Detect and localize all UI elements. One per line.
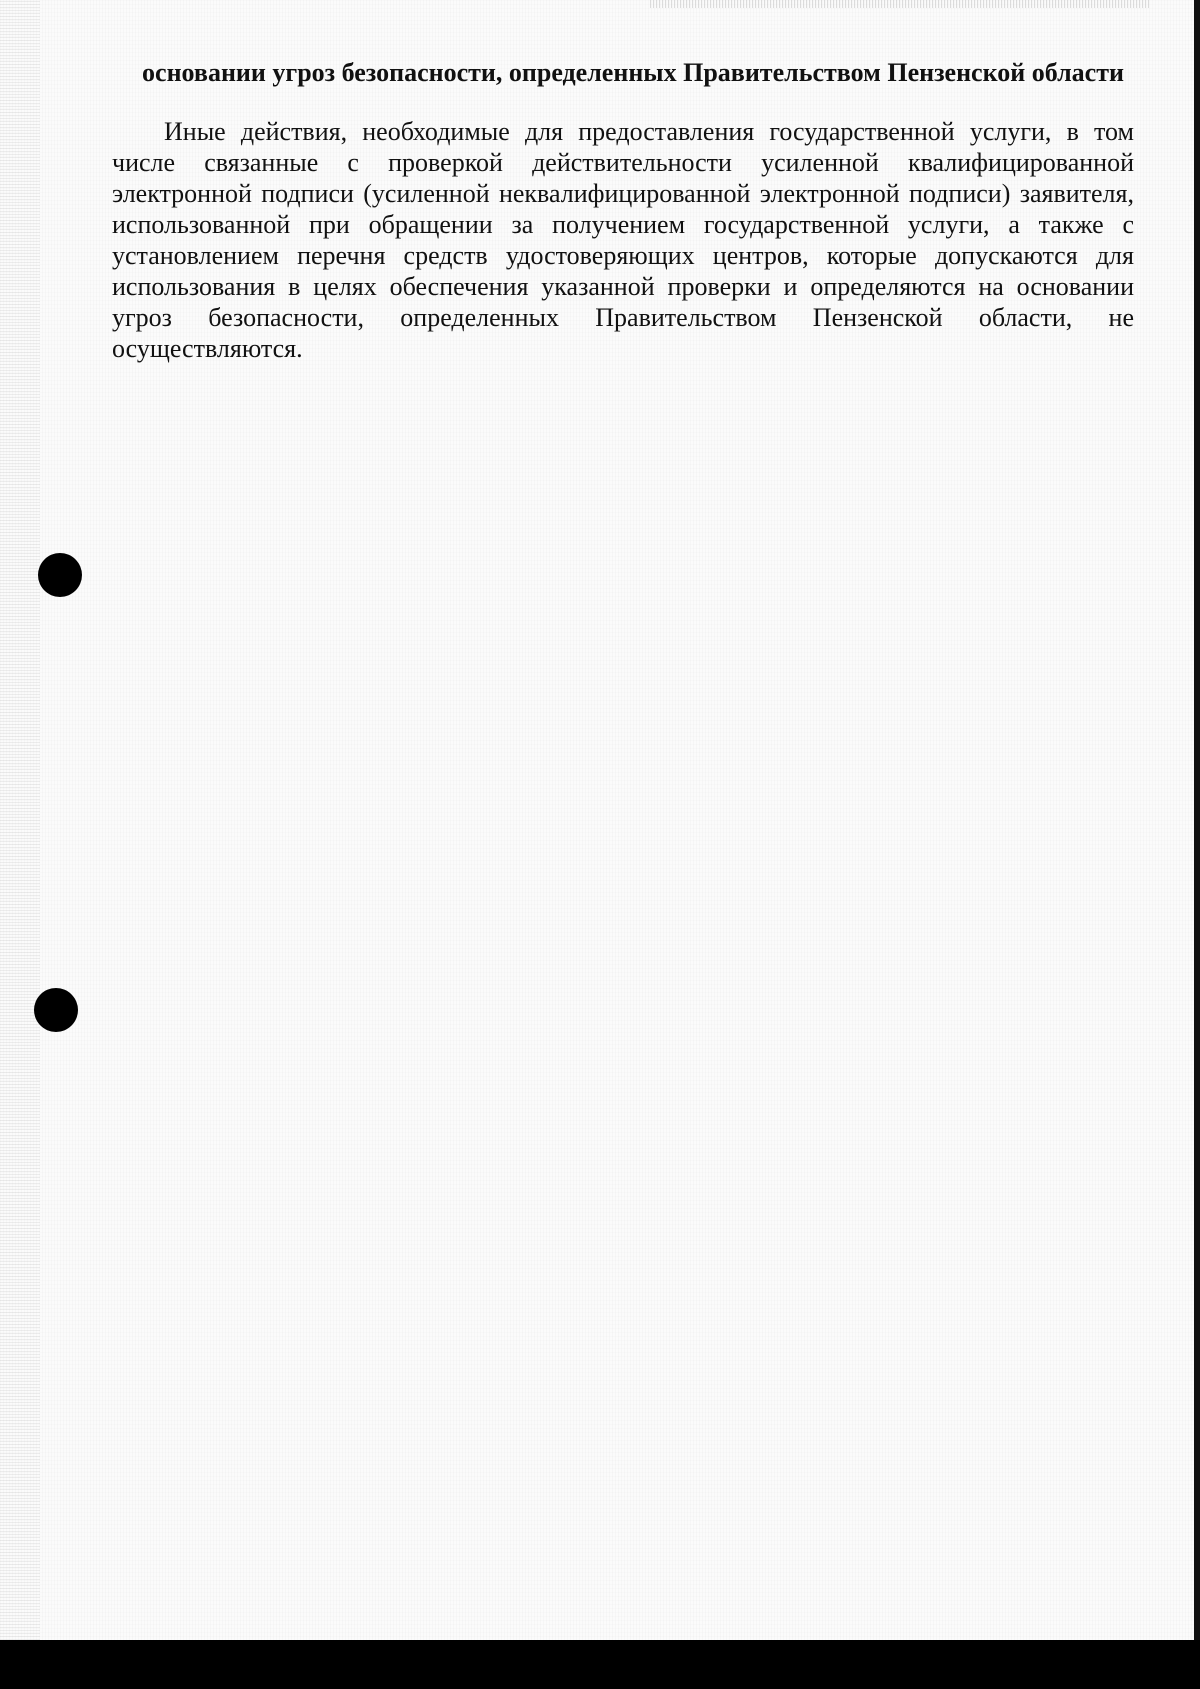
body-paragraph: Иные действия, необходимые для предоставления государственной услуги, в том числе связанные с проверкой действительности усиленной квалифицированной электронной подписи (усиленной неквалифицированной электронной подписи) заявителя, использованной при обращении за получением государственной услуги, а также с установлением перечня средств удостоверяющих центров, которые допускаются для использования в целях обеспечения указанной проверки и определяются на основании угроз безопасности, определенных Правительством Пензенской области, не осуществляются. (112, 117, 1134, 363)
section-heading: основании угроз безопасности, определенных Правительством Пензенской области (142, 58, 1124, 87)
document-body (112, 56, 1134, 364)
punch-hole-upper (38, 553, 82, 597)
scan-right-border (1194, 0, 1200, 1640)
scan-bottom-border (0, 1640, 1200, 1689)
punch-hole-lower (34, 988, 78, 1032)
scan-noise-top-edge (650, 0, 1150, 8)
scan-noise-left-edge (0, 0, 40, 1640)
